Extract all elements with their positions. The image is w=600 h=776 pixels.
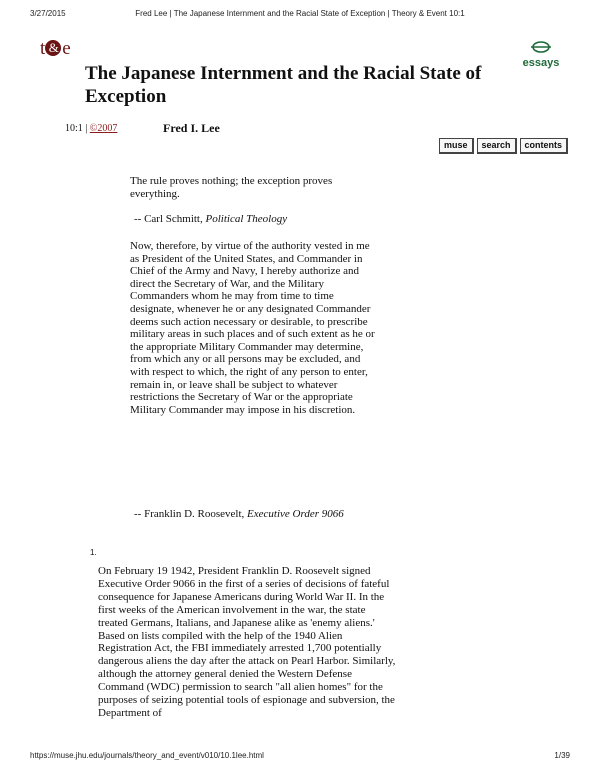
attribution-work: Political Theology bbox=[205, 213, 288, 225]
essays-section-badge bbox=[521, 40, 561, 69]
print-page-title: Fred Lee | The Japanese Internment and the Racial State of Exception | Theory & Event 10:1 bbox=[135, 9, 465, 18]
muse-button[interactable]: muse bbox=[439, 138, 474, 154]
article-title: The Japanese Internment and the Racial State of Exception bbox=[85, 63, 482, 107]
print-header bbox=[0, 9, 600, 21]
paragraph-number: 1. bbox=[90, 548, 97, 557]
author-name: Fred I. Lee bbox=[163, 121, 220, 135]
attribution-author: -- Carl Schmitt, bbox=[134, 213, 203, 225]
print-date: 3/27/2015 bbox=[30, 9, 66, 18]
print-footer bbox=[0, 751, 600, 763]
essays-label: essays bbox=[522, 57, 560, 69]
issue-number: 10:1 | bbox=[65, 123, 88, 134]
logo-letter-e: e bbox=[62, 38, 70, 59]
logo-letter-t: t bbox=[40, 38, 45, 59]
contents-button[interactable]: contents bbox=[520, 138, 569, 154]
epigraph-attribution-schmitt bbox=[134, 213, 384, 226]
theory-and-event-logo[interactable] bbox=[40, 38, 70, 60]
epigraph-attribution-roosevelt bbox=[134, 508, 364, 521]
epigraph-quote-roosevelt: Now, therefore, by virtue of the authority vested in me as President of the United States, and Commander in Chief of the Army and Navy, I hereby authorize and direct the Secretary of War, and the Military Commanders whom he may from time to time designate, whenever he or any designated Commander deems such action necessary or desirable, to prescribe military areas in such places and of such extent as he or the appropriate Military Commander may determine, from which any or all persons may be excluded, and with respect to which, the right of any person to enter, remain in, or leave shall be subject to whatever restrictions the Secretary of War or the appropriate Military Commander may impose in his discretion. bbox=[130, 240, 375, 416]
attribution-author: -- Franklin D. Roosevelt, bbox=[134, 508, 245, 520]
epigraph-quote-schmitt: The rule proves nothing; the exception proves everything. bbox=[130, 175, 333, 200]
copyright-link[interactable]: ©2007 bbox=[89, 123, 118, 134]
issue-line bbox=[65, 123, 117, 134]
logo-ampersand: & bbox=[45, 40, 61, 56]
search-button[interactable]: search bbox=[477, 138, 517, 154]
print-page-number: 1/39 bbox=[554, 751, 570, 760]
body-paragraph: On February 19 1942, President Franklin D. Roosevelt signed Executive Order 9066 in the first of a series of decisions of fateful consequence for Japanese Americans during World War II. In the first weeks of the American involvement in the war, the state treated Germans, Italians, and Japanese alike as 'enemy aliens.' Based on lists compiled with the help of the 1940 Alien Registration Act, the FBI immediately arrested 1,700 potentially dangerous aliens the day after the attack on Pearl Harbor. Similarly, although the attorney general denied the Western Defense Command (WDC) permission to search "all alien homes" for the purposes of seizing potential tools of espionage and subversion, the Department of bbox=[98, 565, 396, 719]
print-url: https://muse.jhu.edu/journals/theory_and_event/v010/10.1lee.html bbox=[30, 751, 264, 760]
attribution-work: Executive Order 9066 bbox=[247, 508, 344, 520]
essays-icon bbox=[530, 41, 552, 53]
nav-buttons bbox=[439, 138, 568, 154]
